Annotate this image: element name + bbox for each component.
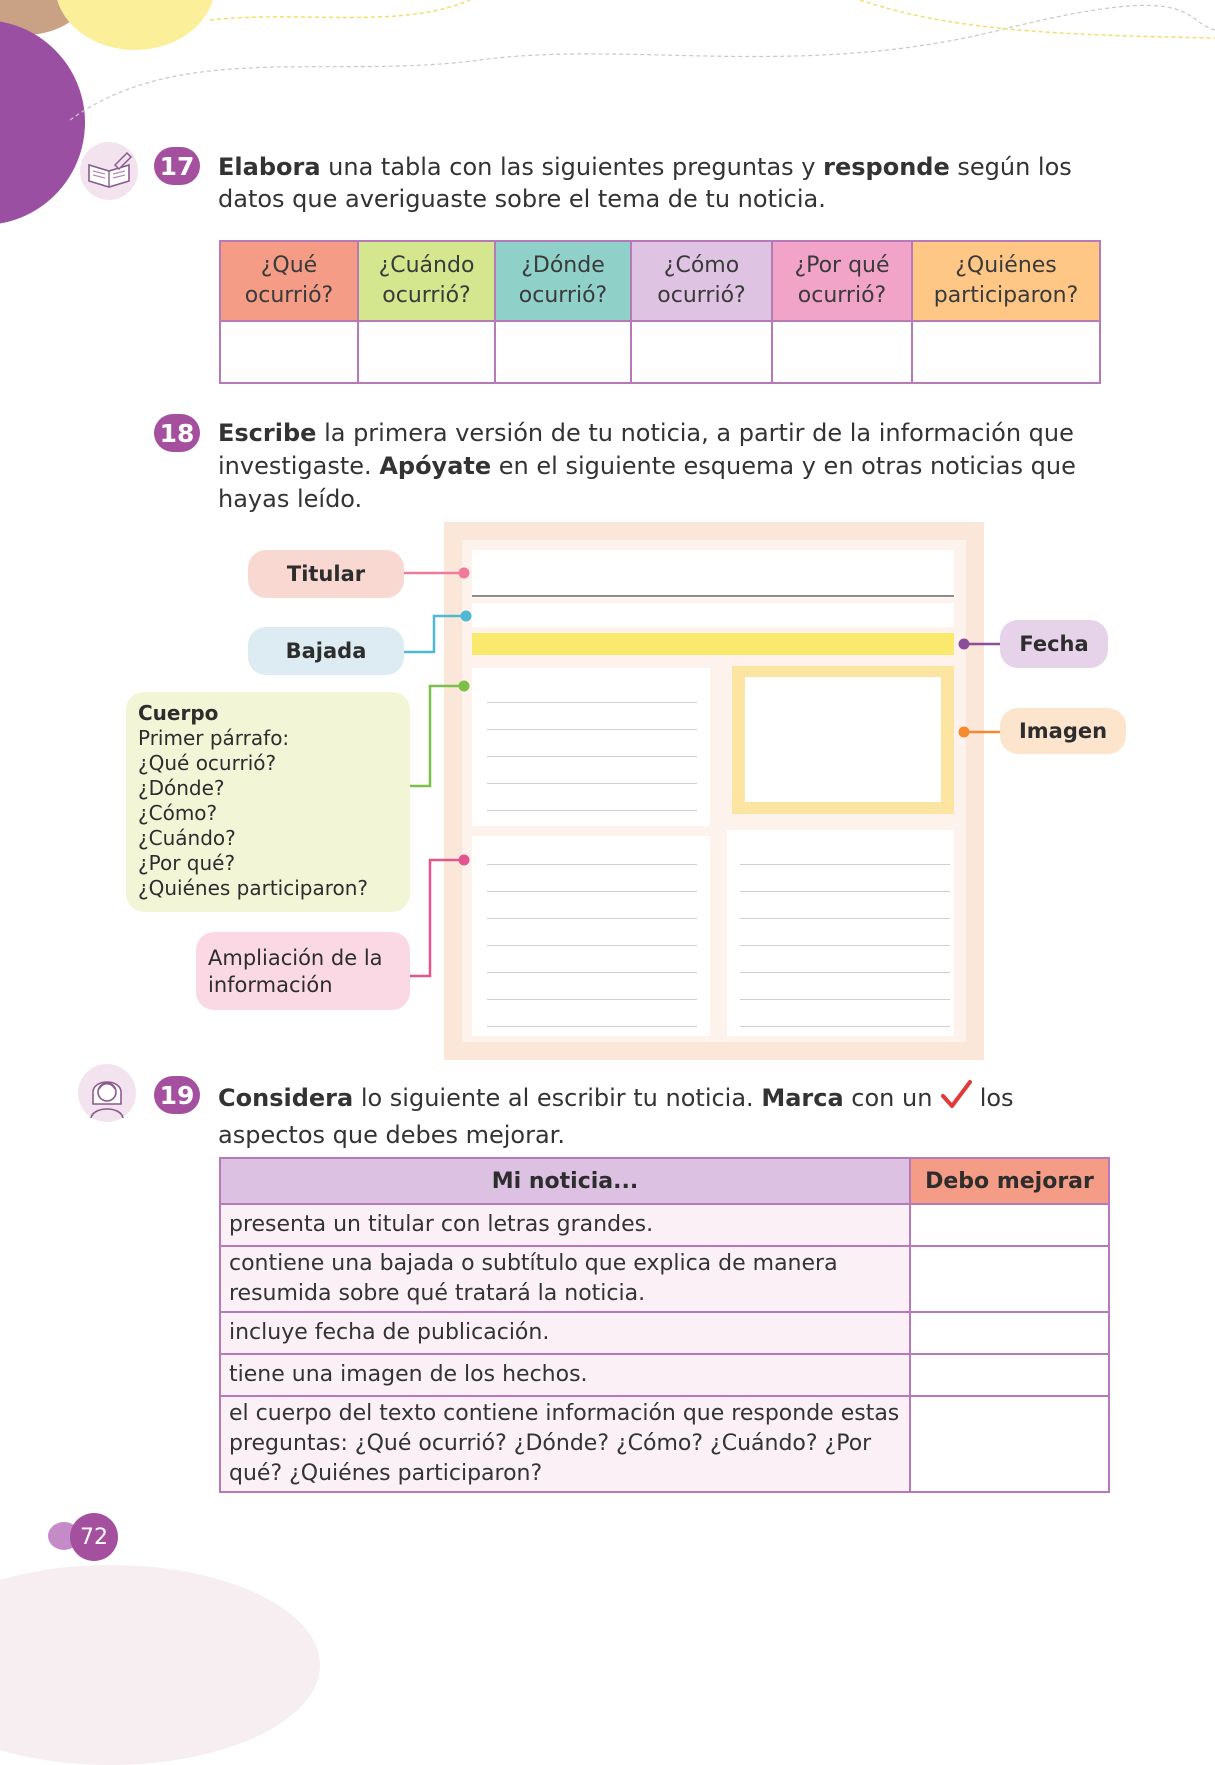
- label-titular: Titular: [248, 550, 404, 598]
- activity-number-18: 18: [154, 414, 200, 452]
- criterion-text: contiene una bajada o subtítulo que explica de manera resumida sobre qué tratará la noticia.: [220, 1246, 910, 1312]
- cuerpo-line: ¿Quiénes participaron?: [138, 876, 369, 900]
- criterion-text: presenta un titular con letras grandes.: [220, 1204, 910, 1246]
- cuerpo-line: ¿Dónde?: [138, 776, 225, 800]
- checklist-row: [220, 1312, 1109, 1354]
- label-ampliacion: [196, 932, 410, 1010]
- instruction-segment: Apóyate: [379, 452, 492, 480]
- cuerpo-title: Cuerpo: [138, 701, 219, 725]
- activity-19-instruction: [218, 1080, 1118, 1152]
- checklist-row: [220, 1396, 1109, 1492]
- check-cell[interactable]: [910, 1204, 1109, 1246]
- instruction-segment: según los datos que averiguaste sobre el tema de tu noticia.: [218, 153, 1072, 213]
- criterion-text: el cuerpo del texto contiene información que responde estas preguntas: ¿Qué ocurrió? ¿Dónde? ¿Cómo? ¿Cuándo? ¿Por qué? ¿Quiénes participaron?: [220, 1396, 910, 1492]
- cuerpo-line: ¿Cuándo?: [138, 826, 236, 850]
- criterion-text: incluye fecha de publicación.: [220, 1312, 910, 1354]
- question-header-cuando: ¿Cuándo ocurrió?: [358, 241, 495, 321]
- instruction-segment: con un: [843, 1084, 941, 1112]
- page-number: 72: [70, 1513, 118, 1561]
- check-cell[interactable]: [910, 1312, 1109, 1354]
- check-cell[interactable]: [910, 1396, 1109, 1492]
- check-cell[interactable]: [910, 1354, 1109, 1396]
- instruction-segment: en el siguiente esquema y en otras noticias que hayas leído.: [218, 452, 1076, 513]
- label-imagen: Imagen: [1000, 708, 1126, 754]
- label-bajada: Bajada: [248, 627, 404, 675]
- criterion-text: tiene una imagen de los hechos.: [220, 1354, 910, 1396]
- instruction-segment: Escribe: [218, 419, 317, 447]
- activity-number-17: 17: [154, 147, 200, 185]
- instruction-segment: Considera: [218, 1084, 354, 1112]
- instruction-segment: responde: [823, 153, 950, 181]
- header-mi-noticia: Mi noticia...: [220, 1158, 910, 1204]
- checklist-table: [219, 1157, 1110, 1493]
- question-header-porque: ¿Por qué ocurrió?: [772, 241, 912, 321]
- activity-number-19: 19: [154, 1076, 200, 1114]
- header-debo-mejorar: Debo mejorar: [910, 1158, 1109, 1204]
- instruction-segment: los aspectos que debes mejorar.: [218, 1084, 1014, 1149]
- instruction-segment: la primera versión de tu noticia, a partir de la información que investigaste.: [218, 419, 1074, 480]
- label-fecha: Fecha: [1000, 620, 1108, 668]
- ampliacion-text: Ampliación de la información: [208, 946, 383, 997]
- question-header-donde: ¿Dónde ocurrió?: [495, 241, 631, 321]
- check-cell[interactable]: [910, 1246, 1109, 1312]
- instruction-segment: Elabora: [218, 153, 321, 181]
- question-header-quienes: ¿Quiénes participaron?: [912, 241, 1100, 321]
- girl-icon: [78, 1064, 136, 1122]
- label-cuerpo: [126, 692, 410, 912]
- checklist-header-row: [220, 1158, 1109, 1204]
- instruction-segment: una tabla con las siguientes preguntas y: [320, 153, 824, 181]
- cuerpo-line: ¿Por qué?: [138, 851, 236, 875]
- instruction-segment: lo siguiente al escribir tu noticia.: [353, 1084, 762, 1112]
- checkmark-icon: [940, 1080, 972, 1119]
- cuerpo-line: Primer párrafo:: [138, 726, 290, 750]
- cuerpo-line: ¿Qué ocurrió?: [138, 751, 277, 775]
- checklist-row: [220, 1354, 1109, 1396]
- cuerpo-line: ¿Cómo?: [138, 801, 218, 825]
- checklist-row: [220, 1246, 1109, 1312]
- checklist-row: [220, 1204, 1109, 1246]
- instruction-segment: Marca: [761, 1084, 844, 1112]
- question-header-como: ¿Cómo ocurrió?: [631, 241, 772, 321]
- question-header-que: ¿Qué ocurrió?: [220, 241, 358, 321]
